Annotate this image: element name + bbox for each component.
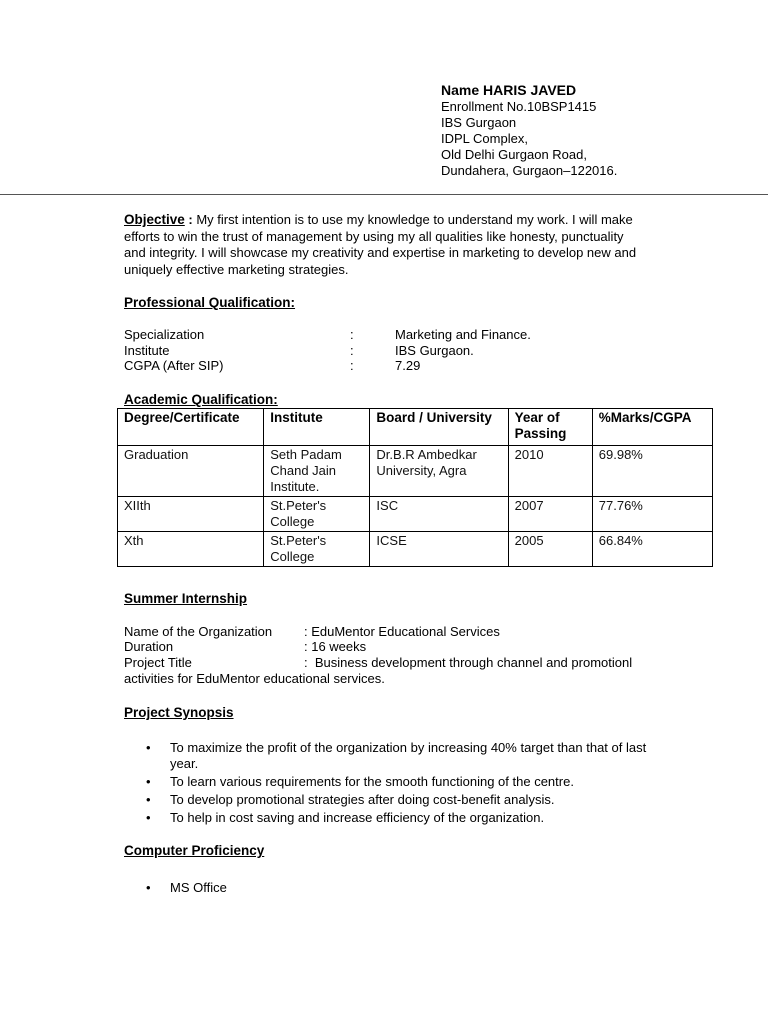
enrollment-number: Enrollment No.10BSP1415: [441, 99, 597, 114]
candidate-name: Name HARIS JAVED: [441, 82, 577, 98]
prof-value: IBS Gurgaon.: [395, 343, 474, 358]
col-header-degree: Degree/Certificate: [118, 409, 264, 446]
prof-label: Specialization: [124, 327, 205, 342]
bullet-icon: •: [146, 792, 151, 807]
objective-text: My first intention is to use my knowledge to understand my work. I will make efforts to win the trust of management by using my all qualities like honesty, punctuality and integrity. I will showcase my creativity and expertise in marketing to develop new and uniquely effective marketing strategies.: [124, 212, 637, 277]
prof-label: CGPA (After SIP): [124, 358, 224, 373]
col-header-board: Board / University: [370, 409, 508, 446]
intern-label: Duration: [124, 639, 174, 654]
table-cell: ICSE: [370, 532, 508, 567]
list-item-text: To help in cost saving and increase efficiency of the organization.: [170, 810, 545, 825]
table-cell: 2005: [508, 532, 592, 567]
address-line-2: IDPL Complex,: [441, 131, 528, 146]
header-divider: [0, 194, 768, 195]
professional-qualification-heading: Professional Qualification:: [124, 295, 296, 310]
list-item: [124, 774, 664, 790]
objective-label: Objective: [124, 212, 185, 227]
prof-colon: :: [350, 358, 354, 373]
prof-label: Institute: [124, 343, 170, 358]
table-cell: 66.84%: [592, 532, 712, 567]
table-cell: 2010: [508, 446, 592, 497]
list-item-text: To develop promotional strategies after doing cost-benefit analysis.: [170, 792, 555, 807]
address-line-4: Dundahera, Gurgaon–122016.: [441, 163, 618, 178]
intern-label: Name of the Organization: [124, 624, 273, 639]
academic-qualification-heading: Academic Qualification:: [124, 392, 278, 407]
synopsis-list: [124, 740, 664, 828]
table-cell: XIIth: [118, 497, 264, 532]
contact-block: [441, 82, 617, 179]
computer-skills-list: [124, 880, 664, 898]
address-line-3: Old Delhi Gurgaon Road,: [441, 147, 587, 162]
list-item: [124, 792, 664, 808]
objective-section: [124, 212, 644, 278]
intern-value: : Business development through channel and promotionl: [304, 655, 633, 670]
summer-internship-heading: Summer Internship: [124, 591, 248, 606]
list-item-text: To maximize the profit of the organization by increasing 40% target than that of last year.: [170, 740, 647, 771]
table-cell: Dr.B.R Ambedkar University, Agra: [370, 446, 508, 497]
intern-value: : 16 weeks: [304, 639, 367, 654]
table-row: [118, 497, 713, 532]
address-line-1: IBS Gurgaon: [441, 115, 517, 130]
prof-row-specialization: [124, 327, 684, 343]
table-cell: Graduation: [118, 446, 264, 497]
table-cell: Xth: [118, 532, 264, 567]
bullet-icon: •: [146, 774, 151, 789]
bullet-icon: •: [146, 810, 151, 825]
list-item: [124, 740, 664, 772]
prof-value: 7.29: [395, 358, 421, 373]
prof-row-cgpa: [124, 358, 684, 374]
intern-label: Project Title: [124, 655, 192, 670]
table-cell: 2007: [508, 497, 592, 532]
bullet-icon: •: [146, 740, 151, 755]
col-header-institute: Institute: [264, 409, 370, 446]
table-header-row: [118, 409, 713, 446]
internship-project-row: [124, 655, 684, 671]
internship-org-row: [124, 624, 684, 640]
list-item: [124, 880, 664, 896]
table-cell: Seth Padam Chand Jain Institute.: [264, 446, 370, 497]
intern-value: : EduMentor Educational Services: [304, 624, 500, 639]
prof-row-institute: [124, 343, 684, 359]
computer-proficiency-heading: Computer Proficiency: [124, 843, 265, 858]
objective-separator: :: [184, 212, 197, 227]
table-row: [118, 446, 713, 497]
table-cell: St.Peter's College: [264, 497, 370, 532]
list-item: [124, 810, 664, 826]
internship-project-continuation: activities for EduMentor educational services.: [124, 671, 385, 686]
col-header-year: Year of Passing: [508, 409, 592, 446]
table-cell: 77.76%: [592, 497, 712, 532]
col-header-marks: %Marks/CGPA: [592, 409, 712, 446]
table-cell: 69.98%: [592, 446, 712, 497]
project-synopsis-heading: Project Synopsis: [124, 705, 234, 720]
list-item-text: To learn various requirements for the smooth functioning of the centre.: [170, 774, 574, 789]
bullet-icon: •: [146, 880, 151, 895]
academic-table: [117, 408, 713, 567]
table-row: [118, 532, 713, 567]
internship-duration-row: [124, 639, 684, 655]
list-item-text: MS Office: [170, 880, 227, 895]
prof-colon: :: [350, 327, 354, 342]
prof-colon: :: [350, 343, 354, 358]
table-cell: ISC: [370, 497, 508, 532]
prof-value: Marketing and Finance.: [395, 327, 531, 342]
table-cell: St.Peter's College: [264, 532, 370, 567]
